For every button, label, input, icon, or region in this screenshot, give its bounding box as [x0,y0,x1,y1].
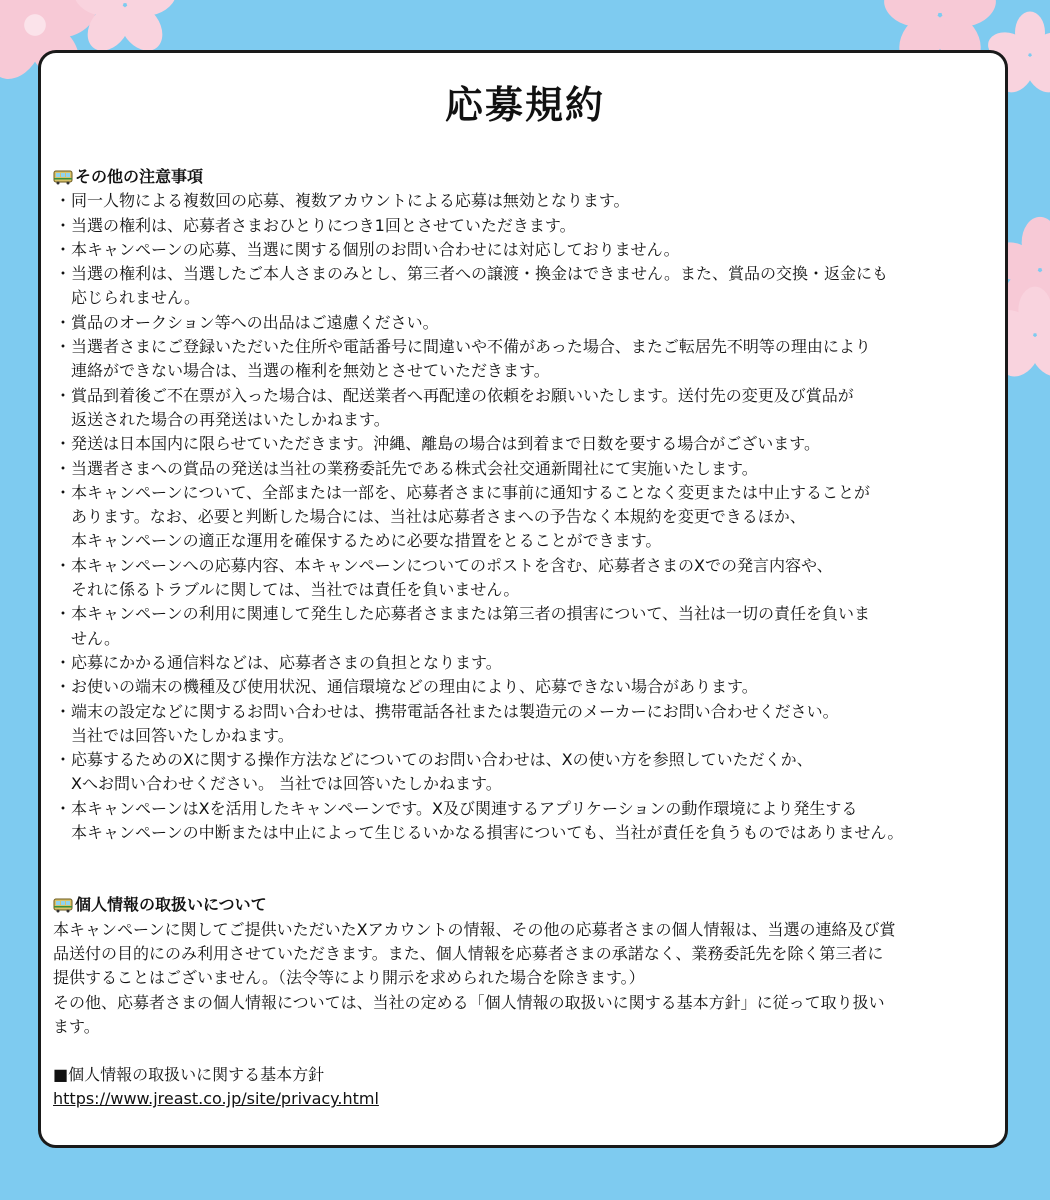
list-item [53,432,998,456]
list-item-text: 連絡ができない場合は、当選の権利を無効とさせていただきます。 [71,361,550,381]
notes-list [53,189,998,845]
list-item [53,602,998,651]
list-item [53,384,998,433]
privacy-heading-text: 個人情報の取扱いについて [75,895,267,915]
list-item-text: 当選者さまへの賞品の発送は当社の業務委託先である株式会社交通新聞社にて実施いたします。 [71,458,758,478]
terms-content [53,165,998,1112]
list-item [53,335,998,384]
list-item [53,457,998,481]
list-item [53,651,998,675]
list-item-text: 本キャンペーンの適正な運用を確保するために必要な措置をとることができます。 [71,531,662,551]
list-item [53,238,998,262]
bullet-mark: ・ [55,701,72,721]
list-item-text: 返送された場合の再発送はいたしかねます。 [71,409,390,429]
spacer [53,1039,998,1063]
list-item-text: それに係るトラブルに関しては、当社では責任を負いません。 [71,580,520,600]
bullet-mark: ・ [55,434,72,454]
privacy-text-line: ます。 [53,1016,100,1036]
privacy-policy-link[interactable]: https://www.jreast.co.jp/site/privacy.html [53,1089,379,1109]
list-item [53,481,998,554]
bullet-mark: ・ [55,750,72,770]
privacy-text-line: その他、応募者さまの個人情報については、当社の定める「個人情報の取扱いに関する基本方針」に従って取り扱い [53,992,885,1012]
privacy-paragraph [53,918,998,1039]
list-item-text: 本キャンペーンについて、全部または一部を、応募者さまに事前に通知することなく変更または中止することが [71,482,871,502]
list-item-text: あります。なお、必要と判断した場合には、当社は応募者さまへの予告なく本規約を変更できるほか、 [71,507,806,527]
bullet-mark: ・ [55,458,72,478]
train-icon [53,169,73,185]
list-item-text: せん。 [71,628,120,648]
bullet-mark: ・ [55,798,72,818]
bullet-mark: ・ [55,555,72,575]
bullet-mark: ・ [55,337,72,357]
bullet-mark: ・ [55,482,72,502]
list-item-text: 当選の権利は、応募者さまおひとりにつき1回とさせていただきます。 [71,215,576,235]
bullet-mark: ・ [55,312,72,332]
list-item [53,311,998,335]
list-item [53,262,998,311]
notes-heading [53,165,998,189]
bullet-mark: ・ [55,264,72,284]
bullet-mark: ・ [55,239,72,259]
privacy-text-line: 品送付の目的にのみ利用させていただきます。また、個人情報を応募者さまの承諾なく、業務委託先を除く第三者に [53,943,884,963]
bullet-mark: ・ [55,215,72,235]
bullet-mark: ・ [55,652,72,672]
list-item-text: 応募するためのXに関する操作方法などについてのお問い合わせは、Xの使い方を参照していただくか、 [71,750,813,770]
spacer [53,845,998,893]
list-item [53,214,998,238]
list-item-text: 同一人物による複数回の応募、複数アカウントによる応募は無効となります。 [71,191,630,211]
list-item-text: 当選者さまにご登録いただいた住所や電話番号に間違いや不備があった場合、またご転居先不明等の理由により [71,337,871,357]
list-item-text: 本キャンペーンの応募、当選に関する個別のお問い合わせには対応しておりません。 [71,239,680,259]
list-item-text: 本キャンペーンの中断または中止によって生じるいかなる損害についても、当社が責任を負うものではありません。 [71,823,904,843]
list-item [53,797,998,846]
list-item-text: 応募にかかる通信料などは、応募者さまの負担となります。 [71,652,502,672]
list-item [53,748,998,797]
privacy-text-line: 提供することはございません。（法令等により開示を求められた場合を除きます。） [53,968,645,988]
bullet-mark: ・ [55,385,72,405]
list-item-text: 発送は日本国内に限らせていただきます。沖縄、離島の場合は到着まで日数を要する場合がございます。 [71,434,820,454]
list-item-text: 賞品のオークション等への出品はご遠慮ください。 [71,312,439,332]
privacy-heading [53,893,998,917]
train-icon [53,897,73,913]
list-item-text: 当選の権利は、当選したご本人さまのみとし、第三者への譲渡・換金はできません。また、賞品の交換・返金にも [71,264,888,284]
list-item-text: Xへお問い合わせください。 当社では回答いたしかねます。 [71,774,502,794]
list-item-text: 本キャンペーンへの応募内容、本キャンペーンについてのポストを含む、応募者さまのXでの発言内容や、 [71,555,833,575]
page-title: 応募規約 [444,83,605,127]
list-item-text: 当社では回答いたしかねます。 [71,725,294,745]
list-item-text: 本キャンペーンはXを活用したキャンペーンです。X及び関連するアプリケーションの動作環境により発生する [71,798,858,818]
bullet-mark: ・ [55,604,72,624]
privacy-text-line: 本キャンペーンに関してご提供いただいたXアカウントの情報、その他の応募者さまの個人情報は、当選の連絡及び賞 [53,919,896,939]
list-item [53,189,998,213]
bullet-mark: ・ [55,677,72,697]
notes-heading-text: その他の注意事項 [75,167,204,186]
list-item [53,675,998,699]
list-item [53,700,998,749]
list-item [53,554,998,603]
list-item-text: 応じられません。 [71,288,200,308]
list-item-text: 本キャンペーンの利用に関連して発生した応募者さままたは第三者の損害について、当社は一切の責任を負いま [71,604,871,624]
list-item-text: 賞品到着後ご不在票が入った場合は、配送業者へ再配達の依頼をお願いいたします。送付先の変更及び賞品が [71,385,854,405]
list-item-text: お使いの端末の機種及び使用状況、通信環境などの理由により、応募できない場合があります。 [71,677,758,697]
list-item-text: 端末の設定などに関するお問い合わせは、携帯電話各社または製造元のメーカーにお問い合わせください。 [71,701,839,721]
policy-label: ■個人情報の取扱いに関する基本方針 [53,1065,325,1085]
bullet-mark: ・ [55,191,72,211]
